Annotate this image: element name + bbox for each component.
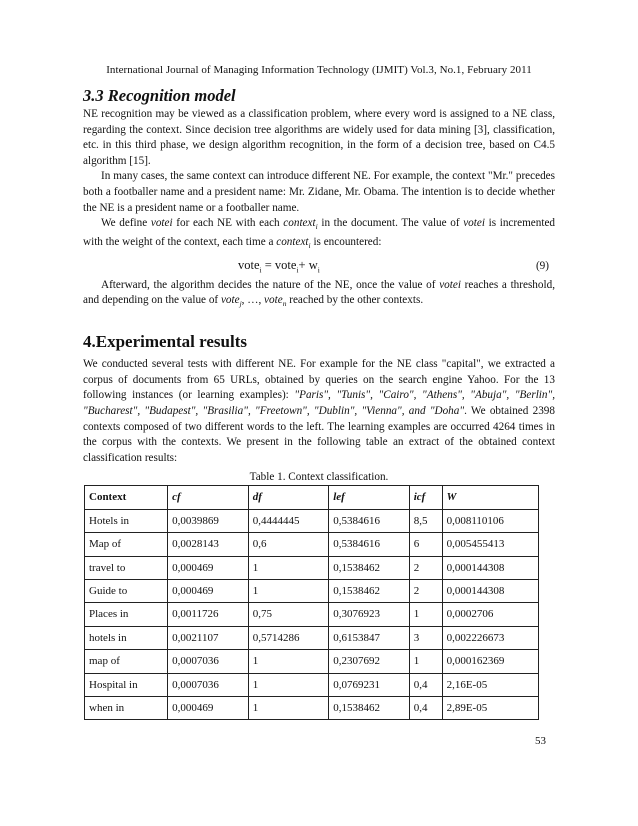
table-row	[85, 509, 539, 532]
table-cell: 0,0021107	[168, 626, 249, 649]
table-cell: Hotels in	[85, 509, 168, 532]
text-run: reached by the other contexts.	[286, 294, 424, 307]
eq-equals-vote: = vote	[261, 257, 297, 272]
table-cell: 0,6	[248, 533, 329, 556]
table-cell: Map of	[85, 533, 168, 556]
table-row	[85, 696, 539, 719]
column-header: cf	[168, 486, 249, 509]
table-cell: Places in	[85, 603, 168, 626]
eq-vote: vote	[238, 257, 260, 272]
text-run: Afterward, the algorithm decides the nature of the NE, once the value of	[101, 278, 440, 291]
table-cell: 0,1538462	[329, 579, 410, 602]
section-4-paragraph-1	[83, 357, 555, 466]
table-cell: 0,4	[409, 696, 442, 719]
table-cell: 0,005455413	[442, 533, 538, 556]
table-cell: 0,1538462	[329, 556, 410, 579]
table-cell: 0,0039869	[168, 509, 249, 532]
column-header: icf	[409, 486, 442, 509]
context-classification-table	[84, 485, 539, 720]
table-cell: 0,000469	[168, 579, 249, 602]
table-cell: 0,000144308	[442, 556, 538, 579]
table-row	[85, 603, 539, 626]
table-cell: 0,2307692	[329, 650, 410, 673]
table-cell: 0,75	[248, 603, 329, 626]
table-cell: 2,89E-05	[442, 696, 538, 719]
voten-subscript: n	[282, 299, 287, 309]
section-4-title: 4.Experimental results	[83, 332, 248, 352]
votej-subscript: j	[239, 299, 242, 309]
table-row	[85, 579, 539, 602]
table-cell: 0,002226673	[442, 626, 538, 649]
table-row	[85, 533, 539, 556]
table-cell: 1	[409, 603, 442, 626]
table-cell: map of	[85, 650, 168, 673]
table-cell: 3	[409, 626, 442, 649]
section-3-3-paragraph-4	[83, 278, 555, 312]
eq-plus-w: + w	[298, 257, 318, 272]
column-header: df	[248, 486, 329, 509]
table-header-row	[85, 486, 539, 509]
table-cell: 0,1538462	[329, 696, 410, 719]
table-cell: 0,0007036	[168, 650, 249, 673]
table-cell: 0,3076923	[329, 603, 410, 626]
table-cell: 6	[409, 533, 442, 556]
column-header: W	[442, 486, 538, 509]
table-cell: 1	[248, 579, 329, 602]
text-run: . We obtained 2398 contexts composed of two different words to the left. The learning examples are occurred 4264 times in the corpus with the contexts. We present in the following table an extract of the obtained context classification results:	[83, 405, 555, 464]
table-cell: 0,0028143	[168, 533, 249, 556]
votei-term: votei	[439, 278, 461, 291]
eq-subscript: i	[296, 265, 299, 275]
votej-term: vote	[220, 294, 240, 307]
section-3-3-title: 3.3 Recognition model	[83, 86, 236, 105]
table-cell: 0,5384616	[329, 509, 410, 532]
table-cell: 1	[248, 673, 329, 696]
equation-expression	[238, 258, 320, 275]
table-cell: when in	[85, 696, 168, 719]
table-row	[85, 626, 539, 649]
context-term: context	[283, 217, 316, 230]
text-run: , …,	[241, 294, 265, 307]
table-cell: 0,0002706	[442, 603, 538, 626]
table-cell: 0,000162369	[442, 650, 538, 673]
text-run: in the document. The value of	[317, 217, 464, 230]
table-cell: 0,0007036	[168, 673, 249, 696]
text-run: We define	[101, 217, 151, 230]
table-row	[85, 556, 539, 579]
table-cell: 0,5714286	[248, 626, 329, 649]
context-term: context	[276, 235, 309, 248]
eq-subscript: i	[317, 265, 320, 275]
votei-term: votei	[150, 217, 173, 230]
table-cell: 0,000469	[168, 556, 249, 579]
section-3-3-paragraph-2: In many cases, the same context can introduce different NE. For example, the context "Mr." precedes both a footballer name and a president name: Mr. Zidane, Mr. Obama. The intention is to decide whether the NE is a president name or a footballer name.	[83, 170, 555, 214]
section-3-3-paragraph-3	[83, 216, 555, 254]
table-cell: 1	[248, 556, 329, 579]
page-content	[83, 85, 555, 720]
context-subscript: i	[315, 222, 318, 232]
column-header: Context	[85, 486, 168, 509]
table-cell: 2	[409, 556, 442, 579]
table-cell: hotels in	[85, 626, 168, 649]
capital-list: "Paris", "Tunis", "Cairo", "Athens", "Abuja", "Berlin", "Bucharest", "Budapest", "Brasilia", "Freetown", "Dublin", "Vienna", and "Doha"	[83, 389, 555, 418]
table-cell: 0,000469	[168, 696, 249, 719]
table-cell: 0,4444445	[248, 509, 329, 532]
text-run: We conducted several tests with different NE. For example for the NE class "capital", we extracted a corpus of documents from 65 URLs, obtained by queries on the search engine Yahoo. For the 13 following instances (or learning examples):	[83, 358, 555, 402]
table-cell: 1	[409, 650, 442, 673]
table-cell: 0,4	[409, 673, 442, 696]
section-3-3-paragraph-1: NE recognition may be viewed as a classification problem, where every word is assigned to a NE class, regarding the context. Since decision tree algorithms are widely used for data mining [3], classification, etc. in this third phase, we design algorithm recognition, in the form of a decision tree, based on C4.5 algorithm [15].	[83, 108, 555, 167]
context-subscript: i	[308, 241, 311, 251]
equation-number: (9)	[535, 259, 549, 272]
table-cell: travel to	[85, 556, 168, 579]
table-cell: 0,008110106	[442, 509, 538, 532]
eq-subscript: i	[259, 265, 262, 275]
page-number: 53	[535, 735, 546, 747]
table-cell: Hospital in	[85, 673, 168, 696]
table-cell: Guide to	[85, 579, 168, 602]
text-run: for each NE with each	[172, 217, 284, 230]
table-cell: 0,0011726	[168, 603, 249, 626]
table-cell: 2,16E-05	[442, 673, 538, 696]
table-cell: 0,0769231	[329, 673, 410, 696]
text-run: is encountered:	[310, 235, 382, 248]
table-cell: 2	[409, 579, 442, 602]
voten-term: vote	[264, 294, 283, 307]
text-run: reaches a threshold, and depending on the value of	[83, 278, 555, 307]
column-header: lef	[329, 486, 410, 509]
votei-term: votei	[463, 217, 485, 230]
table-row	[85, 650, 539, 673]
table-cell: 0,6153847	[329, 626, 410, 649]
table-caption: Table 1. Context classification.	[249, 471, 389, 484]
table-cell: 8,5	[409, 509, 442, 532]
equation-9	[83, 254, 555, 278]
table-cell: 0,000144308	[442, 579, 538, 602]
table-cell: 1	[248, 696, 329, 719]
text-run: is incremented with the weight of the context, each time a	[83, 217, 555, 248]
table-cell: 0,5384616	[329, 533, 410, 556]
table-cell: 1	[248, 650, 329, 673]
running-head: International Journal of Managing Information Technology (IJMIT) Vol.3, No.1, February 2011	[106, 64, 532, 76]
table-row	[85, 673, 539, 696]
